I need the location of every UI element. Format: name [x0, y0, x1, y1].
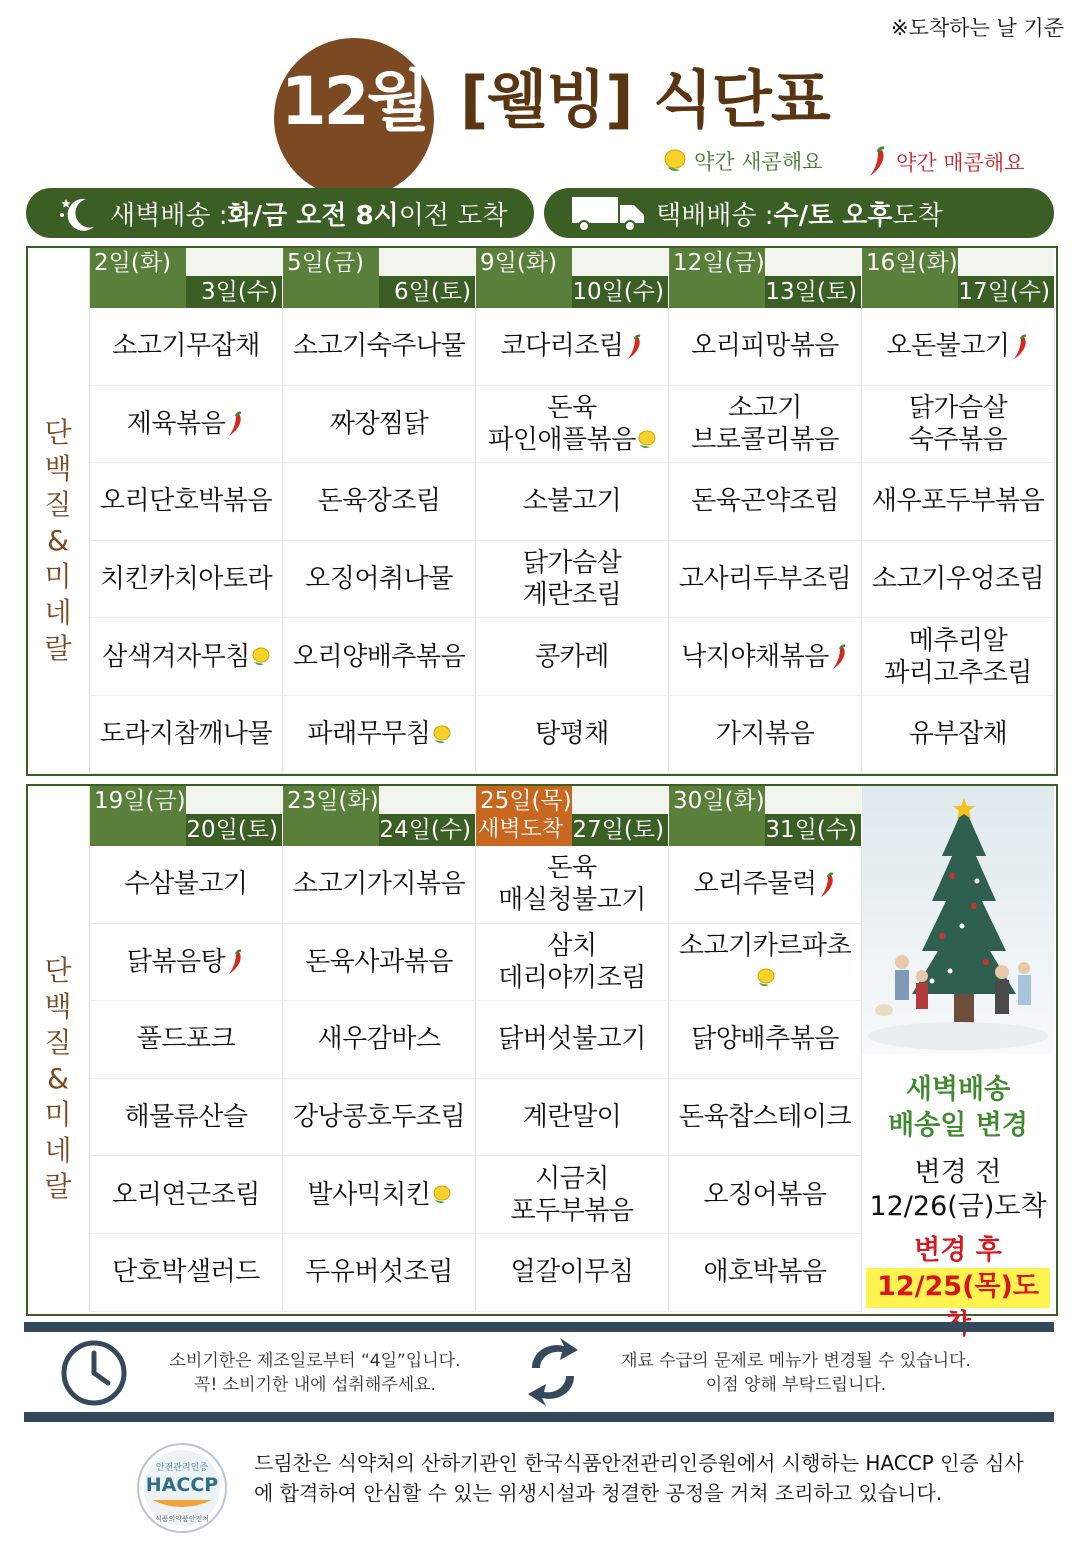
menu-item-text: 도라지참깨나물: [99, 719, 273, 750]
menu-item-text: 짜장찜닭: [329, 408, 429, 439]
menu-item: [283, 1234, 476, 1312]
side-label-char: 단: [44, 953, 72, 987]
menu-item: [283, 1079, 476, 1157]
menu-item-text: 새우포두부볶음: [871, 486, 1045, 517]
menu-item-text: 메추리알: [908, 625, 1008, 656]
menu-item-text: 소고기가지볶음: [292, 869, 466, 900]
date-label-2: 31일(수): [765, 817, 857, 843]
clock-icon: [60, 1339, 128, 1407]
side-label-char: 미: [44, 559, 72, 593]
menu-item-text: 오리주물럭: [693, 869, 817, 900]
menu-item: [90, 308, 283, 386]
menu-item: [669, 618, 862, 696]
menu-item: [476, 1156, 669, 1234]
parcel-delivery-info: 택배배송 : 수/토 오후 도착: [544, 188, 1054, 238]
menu-item: [476, 846, 669, 924]
page-title: [웰빙] 식단표: [460, 63, 830, 136]
footer-divider-bottom: [24, 1412, 1054, 1422]
date-label-1: 2일(화): [94, 250, 172, 276]
lemon-icon: [755, 967, 775, 989]
chili-icon: [864, 146, 890, 178]
menu-item-text: 돈육곤약조림: [691, 486, 839, 517]
date-label-1: 25일(목): [480, 788, 572, 814]
side-label-char: 단: [44, 415, 72, 449]
menu-item: [669, 1001, 862, 1079]
menu-item-text: 브로콜리볶음: [691, 424, 839, 455]
menu-item-text: 시금치: [535, 1163, 609, 1194]
menu-item: [669, 1079, 862, 1157]
date-label-2: 10일(수): [572, 279, 664, 305]
side-label-char: 질: [44, 487, 72, 521]
menu-item-text: 강낭콩호두조림: [292, 1102, 466, 1133]
menu-item-text: 콩카레: [535, 641, 609, 672]
menu-item: [90, 846, 283, 924]
menu-item-text: 소고기숙주나물: [292, 331, 466, 362]
menu-item: [862, 618, 1055, 696]
menu-item-text: 고사리두부조림: [678, 564, 852, 595]
menu-item-text: 닭양배추볶음: [691, 1024, 839, 1055]
menu-item-text: 단호박샐러드: [112, 1257, 260, 1288]
haccp-badge-main: HACCP: [145, 1474, 219, 1496]
menu-item: [283, 846, 476, 924]
menu-item-text: 파래무무침: [307, 719, 431, 750]
menu-item-text: 포두부볶음: [510, 1195, 634, 1226]
menu-item-text: 돈육사과볶음: [305, 946, 453, 977]
menu-item: [90, 1156, 283, 1234]
menu-item-text: 숙주볶음: [908, 424, 1008, 455]
date-header: [669, 248, 862, 308]
menu-item-text: 매실청불고기: [498, 885, 646, 916]
menu-item: [283, 1156, 476, 1234]
date-header: [476, 786, 669, 846]
menu-item: [669, 541, 862, 619]
menu-item-text: 닭가슴살: [522, 548, 622, 579]
menu-item-text: 탕평채: [535, 719, 609, 750]
menu-item-text: 돈육: [547, 392, 597, 423]
chili-icon: [1010, 334, 1030, 360]
menu-item: [669, 1234, 862, 1312]
date-label-1: 16일(화): [866, 250, 958, 276]
reference-note: ※도착하는 날 기준: [891, 16, 1064, 40]
menu-item: [476, 924, 669, 1002]
date-header: [862, 248, 1055, 308]
menu-item-text: 오리단호박볶음: [99, 486, 273, 517]
date-label-1: 12일(금): [673, 250, 765, 276]
footer-divider-top: [24, 1322, 1054, 1332]
date-header: [669, 786, 862, 846]
menu-item-text: 풀드포크: [136, 1024, 236, 1055]
side-label-char: 네: [44, 595, 72, 629]
menu-item: [476, 618, 669, 696]
menu-item-text: 꽈리고추조림: [884, 657, 1032, 688]
menu-item-text: 돈육장조림: [317, 486, 441, 517]
date-label-1: 5일(금): [287, 250, 365, 276]
haccp-badge-top: 안전관리인증: [155, 1463, 209, 1473]
chili-icon: [829, 644, 849, 670]
menu-item-text: 오리양배추볶음: [292, 641, 466, 672]
menu-item-text: 수삼불고기: [124, 869, 248, 900]
shelf-life-note: 소비기한은 제조일로부터 “4일”입니다. 꼭! 소비기한 내에 섭취해주세요.: [169, 1351, 461, 1395]
date-label-1: 30일(화): [673, 788, 765, 814]
menu-item: [90, 1001, 283, 1079]
side-label: [28, 846, 88, 1312]
legend-fresh: 약간 새콤해요: [662, 146, 822, 176]
notice-title: 새벽배송 배송일 변경: [888, 1074, 1028, 1141]
date-label-1: 19일(금): [94, 788, 186, 814]
menu-item: [669, 846, 862, 924]
menu-item: [90, 463, 283, 541]
menu-item: [283, 1001, 476, 1079]
side-label-char: 백: [44, 451, 72, 485]
menu-item-text: 유부잡채: [908, 719, 1008, 750]
menu-item-text: 소고기: [728, 392, 802, 423]
date-header: [283, 248, 476, 308]
menu-item-text: 가지볶음: [715, 719, 815, 750]
side-label-char: &: [47, 1061, 69, 1095]
menu-item-text: 코다리조림: [500, 331, 624, 362]
menu-item: [283, 308, 476, 386]
lemon-icon: [636, 429, 656, 451]
menu-item-text: 해물류산슬: [124, 1102, 248, 1133]
menu-item-text: 오돈불고기: [886, 331, 1010, 362]
date-label-2: 6일(토): [393, 279, 471, 305]
menu-item-text: 파인애플볶음: [488, 424, 636, 455]
notice-after-date: 12/25(목)도: [866, 1268, 1050, 1308]
menu-item-text: 소고기카르파초: [678, 930, 852, 961]
menu-item: [476, 308, 669, 386]
menu-item: [283, 924, 476, 1002]
menu-item-text: 오리연근조림: [112, 1179, 260, 1210]
menu-item: [90, 618, 283, 696]
chili-icon: [225, 411, 245, 437]
truck-icon: [570, 193, 646, 233]
date-header: [476, 248, 669, 308]
menu-item: [283, 618, 476, 696]
menu-item: [283, 541, 476, 619]
menu-item: [90, 924, 283, 1002]
date-label-1: 9일(화): [480, 250, 558, 276]
chili-icon: [624, 334, 644, 360]
menu-item-text: 제육볶음: [126, 408, 226, 439]
menu-item: [90, 386, 283, 464]
menu-item-text: 계란조림: [522, 580, 622, 611]
side-label-char: 네: [44, 1133, 72, 1167]
menu-item-text: 소불고기: [522, 486, 622, 517]
lemon-icon: [431, 724, 451, 746]
menu-item-text: 소고기우엉조림: [871, 564, 1045, 595]
menu-item: [476, 1079, 669, 1157]
menu-item-text: 돈육찹스테이크: [678, 1102, 852, 1133]
menu-item-text: 계란말이: [522, 1102, 622, 1133]
menu-item: [669, 463, 862, 541]
date-label-2: 3일(수): [200, 279, 278, 305]
side-label-char: 질: [44, 1025, 72, 1059]
menu-item: [476, 1001, 669, 1079]
menu-item: [283, 463, 476, 541]
lemon-icon: [662, 147, 688, 175]
menu-item: [476, 696, 669, 774]
menu-item-text: 닭가슴살: [908, 392, 1008, 423]
menu-item-text: 얼갈이무침: [510, 1257, 634, 1288]
dawn-arrival-label: 새벽도착: [478, 817, 564, 842]
menu-item-text: 삼치: [547, 930, 597, 961]
menu-item: [669, 696, 862, 774]
side-label-char: 백: [44, 989, 72, 1023]
menu-item: [476, 386, 669, 464]
notice-before: 변경 전 12/26(금)도착: [869, 1157, 1047, 1222]
menu-item: [90, 1079, 283, 1157]
menu-item-text: 소고기무잡채: [112, 331, 260, 362]
menu-item-text: 오징어볶음: [703, 1179, 827, 1210]
menu-item: [862, 386, 1055, 464]
date-label-1: 23일(화): [287, 788, 379, 814]
menu-item: [283, 696, 476, 774]
legend-spicy: 약간 매콤해요: [864, 146, 1024, 178]
date-label-2: 20일(토): [186, 817, 278, 843]
menu-item-text: 새우감바스: [317, 1024, 441, 1055]
menu-item-text: 데리야끼조림: [498, 962, 646, 993]
menu-item-text: 오징어취나물: [305, 564, 453, 595]
date-label-2: 24일(수): [379, 817, 471, 843]
side-label: [28, 308, 88, 774]
side-label-char: &: [47, 523, 69, 557]
date-header: [90, 786, 283, 846]
menu-item: [476, 1234, 669, 1312]
date-header: [283, 786, 476, 846]
refresh-icon: [520, 1334, 586, 1410]
menu-item: [90, 696, 283, 774]
date-label-2: 17일(수): [958, 279, 1050, 305]
menu-item: [669, 308, 862, 386]
menu-item: [283, 386, 476, 464]
date-label-2: 27일(토): [572, 817, 664, 843]
menu-item-text: 애호박볶음: [703, 1257, 827, 1288]
menu-item-text: 닭버섯불고기: [498, 1024, 646, 1055]
lemon-icon: [250, 646, 270, 668]
side-label-char: 랄: [44, 631, 72, 665]
menu-item: [862, 696, 1055, 774]
date-label-2: 13일(토): [765, 279, 857, 305]
menu-item-text: 낙지야채볶음: [681, 641, 829, 672]
haccp-statement: 드림찬은 식약처의 산하기관인 한국식품안전관리인증원에서 시행하는 HACCP 인증 심사에 합격하여 안심할 수 있는 위생시설과 청결한 공정을 거쳐 조리하고 있습니다.: [254, 1451, 1024, 1505]
menu-item: [669, 1156, 862, 1234]
side-label-char: 미: [44, 1097, 72, 1131]
menu-item: [862, 541, 1055, 619]
moon-icon: [56, 193, 100, 233]
menu-item: [90, 1234, 283, 1312]
month-label: 12월: [280, 63, 428, 140]
lemon-icon: [431, 1184, 451, 1206]
christmas-tree-illustration: [862, 786, 1054, 1054]
menu-item: [476, 463, 669, 541]
dawn-delivery-info: 새벽배송 : 화/금 오전 8시 이전 도착: [26, 188, 534, 238]
menu-item: [669, 386, 862, 464]
delivery-change-notice: [862, 786, 1054, 1310]
chili-icon: [817, 872, 837, 898]
menu-item-text: 삼색겨자무침: [102, 641, 250, 672]
notice-after-label: 변경 후: [914, 1235, 1002, 1266]
chili-icon: [225, 949, 245, 975]
menu-item-text: 닭볶음탕: [126, 946, 226, 977]
menu-item-text: 돈육: [547, 853, 597, 884]
menu-item-text: 오리피망볶음: [691, 331, 839, 362]
menu-item: [862, 308, 1055, 386]
menu-item: [862, 463, 1055, 541]
menu-item-text: 두유버섯조림: [305, 1257, 453, 1288]
menu-item-text: 발사믹치킨: [307, 1179, 431, 1210]
menu-item-text: 치킨카치아토라: [99, 564, 273, 595]
menu-change-note: 재료 수급의 문제로 메뉴가 변경될 수 있습니다. 이점 양해 부탁드립니다.: [621, 1351, 971, 1395]
haccp-badge-bottom: 식품의약품안전처: [154, 1515, 210, 1523]
menu-item: [90, 541, 283, 619]
side-label-char: 랄: [44, 1169, 72, 1203]
menu-item: [476, 541, 669, 619]
menu-item: [669, 924, 862, 1002]
date-header: [90, 248, 283, 308]
